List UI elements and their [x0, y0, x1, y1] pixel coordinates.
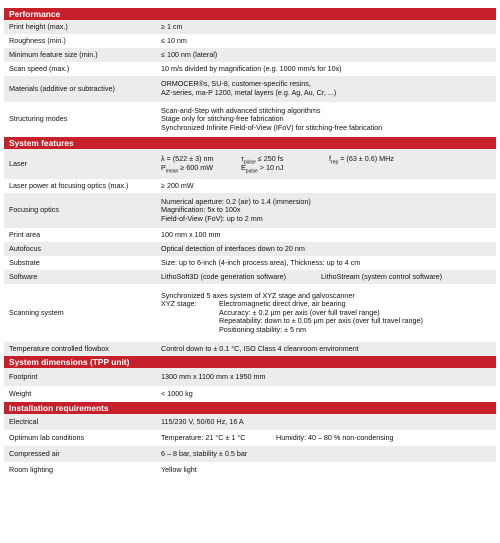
- section-header-performance: Performance: [4, 8, 496, 20]
- row-print-height: [4, 20, 496, 34]
- row-lab-conditions: [4, 430, 496, 446]
- row-weight: [4, 386, 496, 402]
- row-electrical: [4, 414, 496, 430]
- laser-pulse-energy: $E_{pulse} > 10$ nJ: [241, 163, 284, 175]
- row-label: Substrate: [9, 257, 40, 267]
- row-label: Scan speed (max.): [9, 63, 70, 73]
- row-value: [157, 434, 496, 443]
- value-line: Accuracy: ± 0.2 µm per axis (over full travel range): [219, 307, 380, 317]
- value-line: Field-of-View (FoV): up to 2 mm: [161, 213, 263, 223]
- laser-col-3: [329, 155, 394, 172]
- value-line: Positioning stability: ± 5 nm: [219, 324, 307, 334]
- row-laser: [4, 149, 496, 179]
- row-footprint: [4, 368, 496, 386]
- row-substrate: [4, 256, 496, 270]
- row-value: ≤ 100 nm (lateral): [161, 49, 218, 59]
- value-line: Stage only for stitching-free fabrication: [161, 114, 284, 124]
- value-line: Electromagnetic direct drive, air bearing: [219, 299, 346, 309]
- row-value: Size: up to 6-inch (4-inch process area), Thickness: up to 4 cm: [161, 257, 361, 267]
- laser-pulse-duration: $\tau_{pulse} \le 250$ fs: [241, 154, 284, 166]
- row-label: Laser: [9, 158, 27, 168]
- row-value: ≤ 10 nm: [161, 35, 187, 45]
- row-value: [157, 80, 496, 97]
- row-min-feature: [4, 48, 496, 62]
- row-label: Focusing optics: [9, 205, 59, 215]
- value-line: Synchronized Infinite Field-of-View (IFoV) for stitching-free fabrication: [161, 122, 383, 132]
- value-line: AZ-series, ma-P 1200, metal layers (e.g. Ag, Au, Cr, ...): [161, 88, 337, 97]
- row-value: 100 mm x 100 mm: [161, 229, 221, 239]
- scanning-key: XYZ stage:: [161, 299, 197, 309]
- row-autofocus: [4, 242, 496, 256]
- value-line: Numerical aperture: 0.2 (air) to 1.4 (immersion): [161, 196, 311, 206]
- row-label: Temperature controlled flowbox: [9, 343, 109, 353]
- software-lithostream: LithoStream (system control software): [321, 271, 443, 281]
- row-focusing-optics: [4, 193, 496, 228]
- row-label: Weight: [9, 388, 32, 398]
- value-line: Magnification: 5x to 100x: [161, 205, 241, 215]
- row-print-area: [4, 228, 496, 242]
- row-room-lighting: [4, 462, 496, 478]
- value-line: Repeatability: down to ± 0.05 µm per axis (over full travel range): [219, 316, 423, 326]
- row-value: 1300 mm x 1100 mm x 1950 mm: [161, 371, 266, 381]
- row-label: Print area: [9, 229, 41, 239]
- row-value: 6 – 8 bar, stability ± 0.5 bar: [161, 448, 248, 458]
- laser-grid: [161, 154, 496, 175]
- row-label: Autofocus: [9, 243, 41, 253]
- software-lithosoft: LithoSoft3D (code generation software): [161, 271, 287, 281]
- value-line: ORMOCER®s, SU-8, customer-specific resins,: [161, 79, 311, 89]
- row-value: 115/230 V, 50/60 Hz, 16 A: [161, 416, 244, 426]
- laser-col-2: [241, 154, 329, 175]
- row-label: Optimum lab conditions: [9, 432, 85, 442]
- row-label: Materials (additive or subtractive): [9, 83, 115, 93]
- lab-humidity: Humidity: 40 – 80 % non-condensing: [276, 432, 394, 442]
- row-scan-speed: [4, 62, 496, 76]
- scanning-values: [219, 300, 423, 334]
- row-value: [157, 198, 496, 224]
- laser-col-1: [161, 154, 241, 175]
- laser-wavelength: λ = (522 ± 3) nm: [161, 154, 214, 164]
- spec-sheet: [4, 8, 496, 478]
- laser-rep-rate: $f_{rep} = (63 \pm 0.6)$ MHz: [329, 154, 394, 166]
- row-value: Yellow light: [161, 464, 197, 474]
- row-label: Print height (max.): [9, 21, 68, 31]
- section-header-installation: Installation requirements: [4, 402, 496, 414]
- row-scanning-system: [4, 284, 496, 342]
- row-temperature-flowbox: [4, 342, 496, 356]
- row-label: Software: [9, 271, 38, 281]
- scanning-intro: Synchronized 5 axes system of XYZ stage and galvoscanner: [161, 290, 355, 300]
- section-header-system-features: System features: [4, 137, 496, 149]
- row-label: Footprint: [9, 371, 38, 381]
- row-value: [157, 292, 496, 335]
- row-label: Minimum feature size (min.): [9, 49, 98, 59]
- row-value: ≥ 1 cm: [161, 21, 183, 31]
- row-value: ≥ 200 mW: [161, 180, 194, 190]
- row-value: Control down to ± 0.1 °C, ISO Class 4 cleanroom environment: [161, 343, 359, 353]
- row-materials: [4, 76, 496, 102]
- row-label: Compressed air: [9, 448, 60, 458]
- row-label: Room lighting: [9, 464, 53, 474]
- row-label: Laser power at focusing optics (max.): [9, 180, 129, 190]
- row-structuring-modes: [4, 102, 496, 137]
- row-value: < 1000 kg: [161, 388, 193, 398]
- row-value: [157, 107, 496, 133]
- scanning-grid: [161, 300, 496, 334]
- section-header-system-dimensions: System dimensions (TPP unit): [4, 356, 496, 368]
- row-value: [157, 154, 496, 175]
- row-roughness: [4, 34, 496, 48]
- row-label: Structuring modes: [9, 114, 68, 124]
- row-software: [4, 270, 496, 284]
- row-value: [157, 273, 496, 282]
- row-laser-power: [4, 179, 496, 193]
- laser-mean-power: $P_{mean} \ge 600$ mW: [161, 163, 214, 175]
- row-value: Optical detection of interfaces down to 20 nm: [161, 243, 305, 253]
- row-label: Scanning system: [9, 307, 64, 317]
- value-line: Scan-and-Step with advanced stitching algorithms: [161, 105, 321, 115]
- row-compressed-air: [4, 446, 496, 462]
- lab-temperature: Temperature: 21 °C ± 1 °C: [161, 432, 246, 442]
- row-value: 10 m/s divided by magnification (e.g. 1000 mm/s for 10x): [161, 63, 342, 73]
- row-label: Roughness (min.): [9, 35, 66, 45]
- row-label: Electrical: [9, 416, 39, 426]
